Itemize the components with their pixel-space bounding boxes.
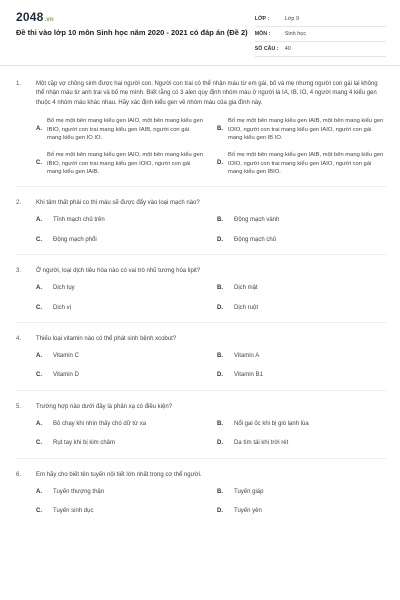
question-6 xyxy=(16,471,386,517)
answer-option-b[interactable] xyxy=(217,420,386,429)
answer-option-c[interactable] xyxy=(36,304,205,313)
question-head xyxy=(16,403,386,412)
meta-value: Lớp 9 xyxy=(284,16,300,22)
option-text: Nổi gai ốc khi bị gió lạnh lùa xyxy=(234,420,309,427)
answer-option-d[interactable] xyxy=(217,236,386,245)
meta-value: Sinh học xyxy=(284,31,307,37)
option-letter: A. xyxy=(36,285,42,292)
option-text: Dịch ruột xyxy=(234,304,259,311)
answer-option-a[interactable] xyxy=(36,420,205,429)
answer-options xyxy=(36,420,386,449)
answer-option-b[interactable] xyxy=(217,216,386,225)
option-text: Tuyến sinh dục xyxy=(53,508,94,515)
question-number: 5. xyxy=(16,403,22,410)
option-letter: D. xyxy=(217,304,223,311)
logo-main: 2048 xyxy=(16,10,44,24)
answer-option-b[interactable] xyxy=(217,117,386,143)
option-letter: A. xyxy=(36,126,42,133)
option-letter: D. xyxy=(217,440,223,447)
option-letter: A. xyxy=(36,217,42,224)
question-number: 1. xyxy=(16,81,22,87)
option-text: Tuyến giáp xyxy=(234,488,264,495)
answer-option-d[interactable] xyxy=(217,507,386,516)
answer-option-a[interactable] xyxy=(36,117,205,143)
option-letter: C. xyxy=(36,440,42,447)
answer-option-b[interactable] xyxy=(217,284,386,293)
option-letter: A. xyxy=(36,488,42,495)
question-text: Em hãy cho biết tên tuyến nội tiết lớn nhất trong cơ thể người. xyxy=(36,471,202,478)
meta-table xyxy=(255,12,386,57)
option-text: Bố mẹ một bên mang kiểu gen IAIO, một bên mang kiểu gen IBIO, người con trai mang kiểu gen IOIO, người con gái mang kiểu gen IAIB. xyxy=(47,151,203,176)
question-number: 2. xyxy=(16,200,22,207)
option-text: Bố mẹ một bên mang kiểu gen IAIB, một bên mang kiểu gen IOIO, người con trai mang kiểu gen IAIO, người con gái mang kiểu gen IB IO. xyxy=(228,117,384,142)
answer-option-d[interactable] xyxy=(217,151,386,177)
header-left xyxy=(16,10,255,39)
answer-option-d[interactable] xyxy=(217,439,386,448)
option-text: Bố mẹ một bên mang kiểu gen IAIO, một bên mang kiểu gen IBIO, người con trai mang kiểu gen IAIB, người con gái mang kiểu gen IO IO. xyxy=(47,117,203,142)
answer-option-c[interactable] xyxy=(36,439,205,448)
answer-option-d[interactable] xyxy=(217,304,386,313)
answer-option-a[interactable] xyxy=(36,284,205,293)
question-text: Ở người, loại dịch tiêu hóa nào có vai trò nhũ tương hóa lipit? xyxy=(36,267,201,274)
answer-options xyxy=(36,117,386,177)
meta-key: MÔN : xyxy=(254,31,271,37)
header-divider xyxy=(0,65,400,66)
answer-options xyxy=(36,284,386,313)
meta-row-grade xyxy=(255,12,386,27)
question-divider xyxy=(16,322,386,323)
option-letter: B. xyxy=(217,126,223,133)
option-text: Động mạch chủ xyxy=(234,236,277,243)
question-number: 6. xyxy=(16,471,22,478)
question-divider xyxy=(16,186,386,187)
option-text: Tĩnh mạch chủ trên xyxy=(53,217,105,224)
option-letter: D. xyxy=(217,508,223,515)
option-text: Da tím tái khi trời rét xyxy=(234,440,289,447)
question-3 xyxy=(16,267,386,313)
option-text: Rụt tay khi bị kim châm xyxy=(53,440,116,447)
question-head xyxy=(16,80,386,108)
question-head xyxy=(16,267,386,276)
question-1 xyxy=(16,80,386,177)
answer-options xyxy=(36,216,386,245)
option-letter: C. xyxy=(36,236,42,243)
meta-key: SỐ CÂU : xyxy=(254,46,279,52)
answer-options xyxy=(36,488,386,517)
option-text: Bố mẹ một bên mang kiểu gen IAIB, một bên mang kiểu gen IOIO, người con trai mang kiểu gen IAIO, người con gái mang kiểu gen IBIO. xyxy=(228,151,384,176)
meta-key: LỚP : xyxy=(254,16,270,22)
option-letter: A. xyxy=(36,353,42,360)
answer-option-a[interactable] xyxy=(36,488,205,497)
option-text: Vitamin C xyxy=(53,353,79,360)
option-letter: D. xyxy=(217,236,223,243)
question-text: Khi tâm thất phải co thì máu sẽ được đẩy vào loại mạch nào? xyxy=(36,200,200,207)
question-divider xyxy=(16,254,386,255)
option-text: Bỏ chạy khi nhìn thấy chó dữ từ xa xyxy=(53,420,147,427)
option-text: Động mạch vành xyxy=(234,217,280,224)
answer-options xyxy=(36,352,386,381)
option-text: Dịch mật xyxy=(234,285,258,292)
question-divider xyxy=(16,458,386,459)
option-text: Động mạch phổi xyxy=(53,236,97,243)
question-text: Một cặp vợ chồng sinh được hai người con. Người con trai có thể nhận máu từ em gái, bố và mẹ nhưng người con gái lại không thể nhận máu từ anh trai và bố mẹ mình. Biết rằng có 3 alen quy định nhóm máu ở người là IA, IB, IO, 4 người mang 4 kiểu gen thuộc 4 nhóm máu khác nhau. Hãy xác định kiểu gen về nhóm máu của gia đình này. xyxy=(36,81,378,106)
question-5 xyxy=(16,403,386,449)
question-divider xyxy=(16,390,386,391)
document-header xyxy=(16,10,386,57)
question-number: 3. xyxy=(16,267,22,274)
option-letter: B. xyxy=(217,488,223,495)
meta-row-subject xyxy=(255,27,386,42)
option-text: Tuyến thượng thận xyxy=(53,488,105,495)
answer-option-c[interactable] xyxy=(36,151,205,177)
option-letter: B. xyxy=(217,217,223,224)
meta-row-count xyxy=(255,42,386,57)
option-letter: C. xyxy=(36,372,42,379)
option-text: Vitamin D xyxy=(53,372,79,379)
answer-option-c[interactable] xyxy=(36,236,205,245)
question-4 xyxy=(16,335,386,381)
option-text: Dịch vị xyxy=(53,304,72,311)
answer-option-c[interactable] xyxy=(36,507,205,516)
option-text: Vitamin B1 xyxy=(234,372,263,379)
answer-option-b[interactable] xyxy=(217,488,386,497)
site-logo[interactable] xyxy=(16,10,255,24)
answer-option-a[interactable] xyxy=(36,216,205,225)
option-letter: C. xyxy=(36,160,42,167)
answer-option-b[interactable] xyxy=(217,352,386,361)
option-letter: B. xyxy=(217,285,223,292)
answer-option-d[interactable] xyxy=(217,371,386,380)
question-head xyxy=(16,199,386,208)
option-letter: D. xyxy=(217,372,223,379)
option-text: Tuyến yên xyxy=(234,508,262,515)
option-letter: D. xyxy=(217,160,223,167)
option-letter: C. xyxy=(36,304,42,311)
option-text: Vitamin A xyxy=(234,353,260,360)
question-2 xyxy=(16,199,386,245)
option-letter: A. xyxy=(36,420,42,427)
question-head xyxy=(16,471,386,480)
option-letter: B. xyxy=(217,420,223,427)
answer-option-a[interactable] xyxy=(36,352,205,361)
question-number: 4. xyxy=(16,335,22,342)
meta-value: 40 xyxy=(284,46,291,52)
logo-suffix: .vn xyxy=(44,17,54,23)
question-head xyxy=(16,335,386,344)
document-title: Đề thi vào lớp 10 môn Sinh học năm 2020 - 2021 có đáp án (Đề 2) xyxy=(16,28,248,37)
option-letter: C. xyxy=(36,508,42,515)
question-text: Trường hợp nào dưới đây là phản xạ có điều kiện? xyxy=(36,403,173,410)
question-text: Thiếu loại vitamin nào có thể phát sinh bệnh xcobut? xyxy=(36,335,177,342)
question-list xyxy=(16,80,386,516)
answer-option-c[interactable] xyxy=(36,371,205,380)
option-text: Dịch tụy xyxy=(53,285,75,292)
option-letter: B. xyxy=(217,353,223,360)
